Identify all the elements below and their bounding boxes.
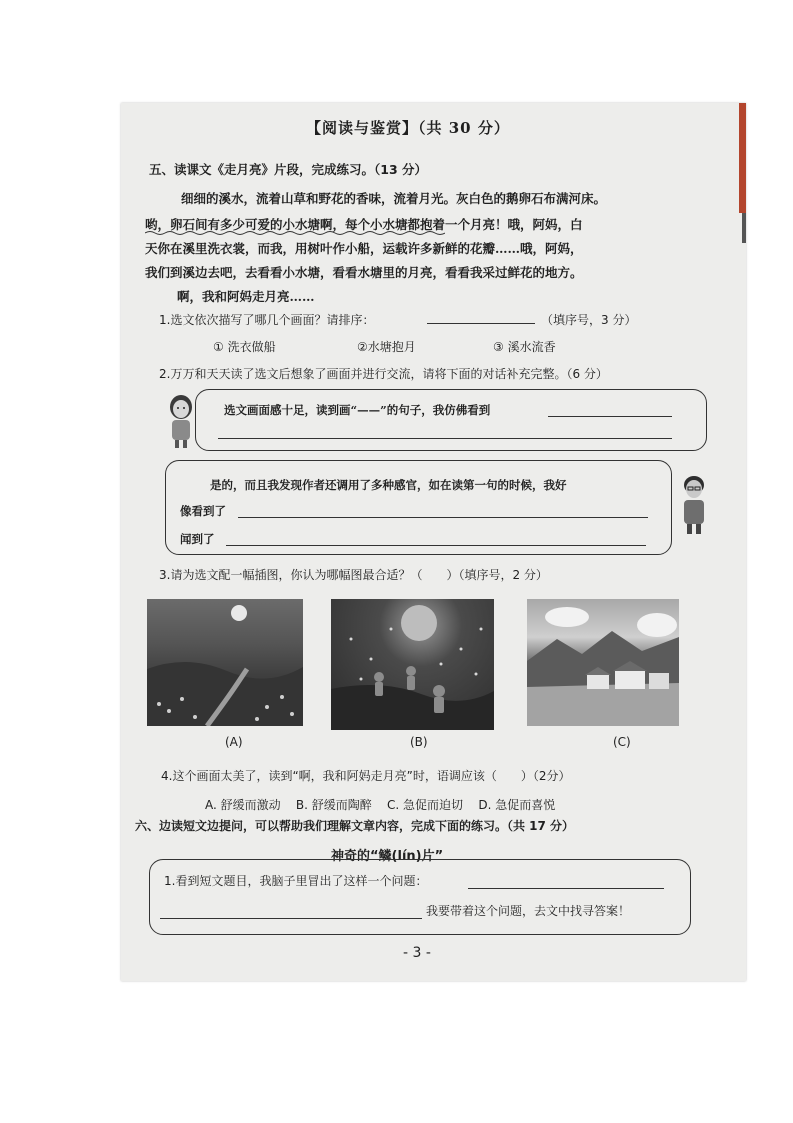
dialogue-bubble-2 bbox=[165, 460, 672, 555]
s6-q1-blank-1[interactable] bbox=[468, 888, 664, 889]
q1-option-3: ③ 溪水流香 bbox=[493, 340, 556, 354]
section-title: 【阅读与鉴赏】（共 30 分） bbox=[306, 119, 510, 137]
s6-q1-text-2: 我要带着这个问题，去文中找寻答案！ bbox=[426, 904, 631, 918]
question-box bbox=[149, 859, 691, 935]
s6-q1-text-1: 1.看到短文题目，我脑子里冒出了这样一个问题： bbox=[164, 874, 428, 888]
bubble2-text-3: 闻到了 bbox=[180, 532, 215, 546]
q2-prompt: 2.万万和天天读了选文后想象了画面并进行交流，请将下面的对话补充完整。（6 分） bbox=[159, 367, 608, 381]
illustration-c[interactable] bbox=[527, 599, 679, 726]
section5-heading: 五、读课文《走月亮》片段，完成练习。（13 分） bbox=[149, 162, 427, 177]
q4-option-b: B. 舒缓而陶醉 bbox=[295, 798, 372, 812]
desk-edge bbox=[739, 103, 746, 213]
illustration-b[interactable] bbox=[331, 599, 494, 730]
s6-q1-blank-2[interactable] bbox=[160, 918, 422, 919]
girl-avatar-icon bbox=[163, 393, 199, 449]
caption-b: (B) bbox=[410, 735, 428, 749]
illustration-a[interactable] bbox=[147, 599, 303, 726]
page-number: - 3 - bbox=[403, 945, 431, 961]
bubble1-text: 选文画面感十足，读到画“——”的句子，我仿佛看到 bbox=[224, 403, 491, 417]
q4-options bbox=[205, 796, 555, 813]
wavy-underline bbox=[145, 230, 445, 236]
bubble2-blank-1[interactable] bbox=[238, 517, 648, 518]
bubble1-blank-1[interactable] bbox=[548, 416, 672, 417]
boy-avatar-icon bbox=[677, 473, 711, 535]
bubble1-blank-2[interactable] bbox=[218, 438, 672, 439]
passage-line-1: 细细的溪水，流着山草和野花的香味，流着月光。灰白色的鹅卵石布满河床。 bbox=[181, 191, 607, 206]
bubble2-text-2: 像看到了 bbox=[180, 504, 226, 518]
bubble2-text-1: 是的，而且我发现作者还调用了多种感官，如在读第一句的时候，我好 bbox=[210, 478, 567, 492]
caption-a: (A) bbox=[225, 735, 243, 749]
desk-edge-shadow bbox=[742, 213, 746, 243]
q3-prompt: 3.请为选文配一幅插图，你认为哪幅图最合适？（ ）（填序号，2 分） bbox=[159, 568, 548, 582]
q1-option-1: ① 洗衣做船 bbox=[213, 340, 276, 354]
bubble2-blank-2[interactable] bbox=[226, 545, 646, 546]
q4-option-a: A. 舒缓而激动 bbox=[205, 798, 281, 812]
passage-title: 神奇的“鳞(lín)片” bbox=[331, 849, 444, 864]
passage-line-3: 天你在溪里洗衣裳，而我，用树叶作小船，运载许多新鲜的花瓣……哦，阿妈， bbox=[145, 241, 583, 256]
dialogue-bubble-1 bbox=[195, 389, 707, 451]
passage-line-2: 哟，卵石间有多少可爱的小水塘啊，每个小水塘都抱着一个月亮！哦，阿妈，白 bbox=[145, 217, 583, 232]
section6-heading: 六、边读短文边提问，可以帮助我们理解文章内容，完成下面的练习。（共 17 分） bbox=[135, 819, 575, 833]
q4-prompt: 4.这个画面太美了，读到“啊，我和阿妈走月亮”时，语调应该（ ）（2分） bbox=[161, 769, 571, 783]
q4-option-d: D. 急促而喜悦 bbox=[478, 798, 556, 812]
q4-option-c: C. 急促而迫切 bbox=[387, 798, 464, 812]
q1-prompt: 1.选文依次描写了哪几个画面？请排序： bbox=[159, 313, 375, 327]
exam-page bbox=[121, 103, 746, 981]
q1-answer-blank[interactable] bbox=[427, 323, 535, 324]
q1-suffix: （填序号，3 分） bbox=[541, 313, 637, 327]
caption-c: (C) bbox=[613, 735, 631, 749]
passage-line-5: 啊，我和阿妈走月亮…… bbox=[177, 289, 315, 304]
q1-option-2: ②水塘抱月 bbox=[357, 340, 416, 354]
passage-line-4: 我们到溪边去吧，去看看小水塘，看看水塘里的月亮，看看我采过鲜花的地方。 bbox=[145, 265, 583, 280]
